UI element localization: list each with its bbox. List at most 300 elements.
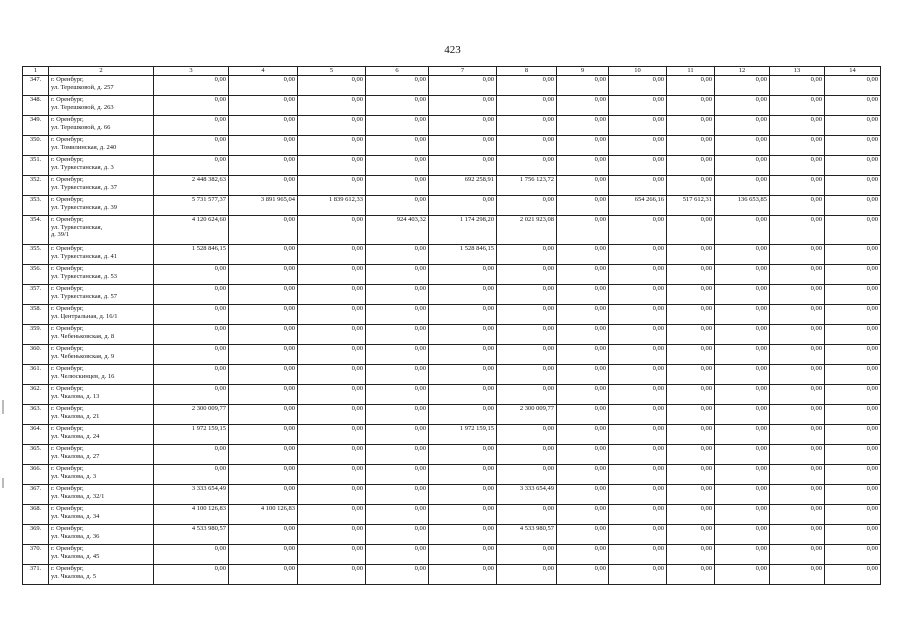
address-cell <box>49 465 154 485</box>
value-cell: 0,00 <box>609 136 667 156</box>
value-cell: 0,00 <box>298 265 366 285</box>
value-cell: 0,00 <box>298 156 366 176</box>
value-cell: 0,00 <box>497 196 557 216</box>
value-cell: 0,00 <box>557 96 609 116</box>
address-line: г. Оренбург, <box>51 345 84 352</box>
address-line: ул. Чебеньковская, д. 9 <box>51 352 115 360</box>
value-cell: 0,00 <box>154 465 229 485</box>
value-cell: 0,00 <box>667 445 715 465</box>
column-header: 7 <box>429 67 497 76</box>
value-cell: 0,00 <box>609 76 667 96</box>
value-cell: 0,00 <box>497 325 557 345</box>
value-cell: 0,00 <box>770 505 825 525</box>
value-cell: 0,00 <box>154 345 229 365</box>
row-number: 355. <box>23 245 49 265</box>
value-cell: 0,00 <box>154 96 229 116</box>
value-cell: 0,00 <box>770 136 825 156</box>
value-cell: 0,00 <box>715 345 770 365</box>
value-cell: 0,00 <box>229 545 298 565</box>
table-row <box>23 425 881 445</box>
page-number: 423 <box>444 44 461 56</box>
address-line: г. Оренбург, <box>51 525 84 532</box>
value-cell: 0,00 <box>429 405 497 425</box>
address-line: г. Оренбург, <box>51 325 84 332</box>
value-cell: 0,00 <box>770 116 825 136</box>
column-header: 13 <box>770 67 825 76</box>
value-cell: 0,00 <box>557 505 609 525</box>
value-cell: 0,00 <box>825 265 881 285</box>
value-cell: 0,00 <box>715 365 770 385</box>
address-line: г. Оренбург, <box>51 116 84 123</box>
value-cell: 0,00 <box>154 285 229 305</box>
value-cell: 0,00 <box>298 505 366 525</box>
value-cell: 0,00 <box>366 385 429 405</box>
value-cell: 0,00 <box>715 525 770 545</box>
value-cell: 0,00 <box>229 265 298 285</box>
row-number: 349. <box>23 116 49 136</box>
value-cell: 0,00 <box>429 265 497 285</box>
row-number: 363. <box>23 405 49 425</box>
value-cell: 0,00 <box>298 565 366 585</box>
address-cell <box>49 405 154 425</box>
value-cell: 0,00 <box>154 445 229 465</box>
value-cell: 0,00 <box>229 245 298 265</box>
value-cell: 0,00 <box>825 505 881 525</box>
table-header-row <box>23 67 881 76</box>
table-row <box>23 525 881 545</box>
value-cell: 0,00 <box>229 465 298 485</box>
address-line: г. Оренбург, <box>51 445 84 452</box>
address-line: г. Оренбург, <box>51 485 84 492</box>
value-cell: 0,00 <box>497 465 557 485</box>
value-cell: 0,00 <box>715 116 770 136</box>
value-cell: 0,00 <box>229 216 298 245</box>
value-cell: 0,00 <box>229 305 298 325</box>
value-cell: 0,00 <box>557 445 609 465</box>
address-line: ул. Чкалова, д. 24 <box>51 432 100 440</box>
address-line: г. Оренбург, <box>51 245 84 252</box>
value-cell: 0,00 <box>557 265 609 285</box>
value-cell: 0,00 <box>497 545 557 565</box>
value-cell: 0,00 <box>429 196 497 216</box>
value-cell: 0,00 <box>770 265 825 285</box>
value-cell: 0,00 <box>667 425 715 445</box>
address-cell <box>49 445 154 465</box>
value-cell: 0,00 <box>770 96 825 116</box>
table-row <box>23 325 881 345</box>
value-cell: 0,00 <box>229 76 298 96</box>
address-line: г. Оренбург, <box>51 216 84 223</box>
value-cell: 0,00 <box>667 485 715 505</box>
value-cell: 0,00 <box>609 565 667 585</box>
value-cell: 0,00 <box>557 385 609 405</box>
address-line: ул. Терешковой, д. 257 <box>51 83 114 91</box>
value-cell: 0,00 <box>298 365 366 385</box>
address-line: ул. Терешковой, д. 66 <box>51 123 111 131</box>
value-cell: 0,00 <box>609 465 667 485</box>
column-header: 5 <box>298 67 366 76</box>
address-line: г. Оренбург, <box>51 96 84 103</box>
value-cell: 0,00 <box>429 485 497 505</box>
value-cell: 0,00 <box>609 96 667 116</box>
value-cell: 0,00 <box>609 365 667 385</box>
address-cell <box>49 265 154 285</box>
value-cell: 4 100 126,83 <box>154 505 229 525</box>
value-cell: 0,00 <box>557 485 609 505</box>
value-cell: 0,00 <box>825 285 881 305</box>
value-cell: 0,00 <box>825 76 881 96</box>
value-cell: 0,00 <box>557 285 609 305</box>
value-cell: 0,00 <box>497 345 557 365</box>
value-cell: 0,00 <box>429 465 497 485</box>
value-cell: 0,00 <box>229 116 298 136</box>
value-cell: 1 756 123,72 <box>497 176 557 196</box>
scan-artifact <box>2 400 4 414</box>
value-cell: 0,00 <box>557 425 609 445</box>
value-cell: 0,00 <box>366 96 429 116</box>
value-cell: 0,00 <box>667 525 715 545</box>
table-row <box>23 465 881 485</box>
value-cell: 0,00 <box>609 545 667 565</box>
value-cell: 0,00 <box>298 465 366 485</box>
value-cell: 0,00 <box>770 285 825 305</box>
address-line: ул. Центральная, д. 16/1 <box>51 312 118 320</box>
value-cell: 0,00 <box>229 405 298 425</box>
table-row <box>23 245 881 265</box>
row-number: 364. <box>23 425 49 445</box>
value-cell: 3 333 654,49 <box>497 485 557 505</box>
value-cell: 0,00 <box>609 425 667 445</box>
value-cell: 0,00 <box>667 265 715 285</box>
value-cell: 1 174 298,20 <box>429 216 497 245</box>
value-cell: 0,00 <box>497 96 557 116</box>
value-cell: 4 100 126,83 <box>229 505 298 525</box>
value-cell: 0,00 <box>429 136 497 156</box>
value-cell: 0,00 <box>609 285 667 305</box>
value-cell: 0,00 <box>557 76 609 96</box>
address-line: г. Оренбург, <box>51 565 84 572</box>
value-cell: 0,00 <box>609 325 667 345</box>
value-cell: 0,00 <box>770 325 825 345</box>
value-cell: 0,00 <box>609 216 667 245</box>
table-row <box>23 485 881 505</box>
value-cell: 0,00 <box>825 485 881 505</box>
value-cell: 0,00 <box>715 465 770 485</box>
value-cell: 0,00 <box>497 156 557 176</box>
value-cell: 0,00 <box>429 505 497 525</box>
value-cell: 4 120 624,60 <box>154 216 229 245</box>
value-cell: 0,00 <box>366 245 429 265</box>
column-header: 1 <box>23 67 49 76</box>
value-cell: 0,00 <box>429 285 497 305</box>
value-cell: 0,00 <box>229 365 298 385</box>
value-cell: 0,00 <box>667 156 715 176</box>
value-cell: 0,00 <box>667 405 715 425</box>
value-cell: 0,00 <box>557 176 609 196</box>
row-number: 371. <box>23 565 49 585</box>
row-number: 366. <box>23 465 49 485</box>
value-cell: 0,00 <box>497 365 557 385</box>
value-cell: 0,00 <box>715 176 770 196</box>
value-cell: 0,00 <box>770 525 825 545</box>
value-cell: 0,00 <box>429 345 497 365</box>
value-cell: 0,00 <box>667 245 715 265</box>
value-cell: 0,00 <box>770 485 825 505</box>
value-cell: 0,00 <box>366 425 429 445</box>
column-header: 3 <box>154 67 229 76</box>
address-cell <box>49 485 154 505</box>
value-cell: 0,00 <box>154 565 229 585</box>
value-cell: 0,00 <box>609 305 667 325</box>
value-cell: 0,00 <box>667 325 715 345</box>
value-cell: 0,00 <box>715 565 770 585</box>
value-cell: 0,00 <box>366 265 429 285</box>
value-cell: 0,00 <box>557 196 609 216</box>
value-cell: 0,00 <box>609 485 667 505</box>
value-cell: 0,00 <box>429 305 497 325</box>
value-cell: 0,00 <box>154 305 229 325</box>
row-number: 348. <box>23 96 49 116</box>
value-cell: 0,00 <box>366 156 429 176</box>
value-cell: 0,00 <box>366 405 429 425</box>
column-header: 8 <box>497 67 557 76</box>
address-line: ул. Туркестанская, д. 53 <box>51 272 117 280</box>
row-number: 352. <box>23 176 49 196</box>
value-cell: 0,00 <box>667 305 715 325</box>
table-row <box>23 196 881 216</box>
value-cell: 0,00 <box>229 176 298 196</box>
row-number: 370. <box>23 545 49 565</box>
table-row <box>23 216 881 245</box>
value-cell: 0,00 <box>366 285 429 305</box>
value-cell: 136 653,85 <box>715 196 770 216</box>
row-number: 361. <box>23 365 49 385</box>
address-cell <box>49 505 154 525</box>
address-line: г. Оренбург, <box>51 505 84 512</box>
value-cell: 0,00 <box>825 345 881 365</box>
value-cell: 0,00 <box>366 565 429 585</box>
address-line: г. Оренбург, <box>51 156 84 163</box>
value-cell: 0,00 <box>770 385 825 405</box>
value-cell: 0,00 <box>229 445 298 465</box>
value-cell: 692 258,91 <box>429 176 497 196</box>
address-cell <box>49 565 154 585</box>
row-number: 357. <box>23 285 49 305</box>
value-cell: 0,00 <box>825 425 881 445</box>
address-line: ул. Чкалова, д. 45 <box>51 552 100 560</box>
value-cell: 0,00 <box>429 76 497 96</box>
value-cell: 4 533 980,57 <box>154 525 229 545</box>
value-cell: 0,00 <box>366 365 429 385</box>
address-cell <box>49 176 154 196</box>
value-cell: 0,00 <box>298 116 366 136</box>
value-cell: 0,00 <box>429 325 497 345</box>
address-cell <box>49 196 154 216</box>
value-cell: 0,00 <box>298 176 366 196</box>
value-cell: 0,00 <box>497 565 557 585</box>
value-cell: 0,00 <box>770 365 825 385</box>
value-cell: 0,00 <box>715 265 770 285</box>
value-cell: 0,00 <box>609 176 667 196</box>
value-cell: 0,00 <box>609 345 667 365</box>
address-line: г. Оренбург, <box>51 365 84 372</box>
address-line: ул. Чкалова, д. 36 <box>51 532 100 540</box>
value-cell: 0,00 <box>154 76 229 96</box>
address-cell <box>49 76 154 96</box>
row-number: 358. <box>23 305 49 325</box>
address-cell <box>49 385 154 405</box>
value-cell: 0,00 <box>667 285 715 305</box>
address-line: ул. Чкалова, д. 27 <box>51 452 100 460</box>
value-cell: 0,00 <box>497 305 557 325</box>
value-cell: 0,00 <box>770 425 825 445</box>
value-cell: 0,00 <box>429 525 497 545</box>
value-cell: 0,00 <box>770 176 825 196</box>
address-line: г. Оренбург, <box>51 465 84 472</box>
address-line: ул. Чкалова, д. 13 <box>51 392 100 400</box>
value-cell: 0,00 <box>229 345 298 365</box>
value-cell: 0,00 <box>715 76 770 96</box>
value-cell: 0,00 <box>609 505 667 525</box>
value-cell: 0,00 <box>497 265 557 285</box>
value-cell: 0,00 <box>557 525 609 545</box>
table-row <box>23 156 881 176</box>
value-cell: 1 972 159,15 <box>154 425 229 445</box>
row-number: 354. <box>23 216 49 245</box>
value-cell: 0,00 <box>366 305 429 325</box>
column-header: 14 <box>825 67 881 76</box>
value-cell: 0,00 <box>770 465 825 485</box>
value-cell: 0,00 <box>770 565 825 585</box>
value-cell: 0,00 <box>557 565 609 585</box>
value-cell: 0,00 <box>770 156 825 176</box>
value-cell: 0,00 <box>667 505 715 525</box>
value-cell: 0,00 <box>557 116 609 136</box>
row-number: 369. <box>23 525 49 545</box>
value-cell: 0,00 <box>667 385 715 405</box>
value-cell: 0,00 <box>825 305 881 325</box>
value-cell: 0,00 <box>667 565 715 585</box>
address-line: д. 39/1 <box>51 231 70 238</box>
value-cell: 0,00 <box>825 216 881 245</box>
value-cell: 0,00 <box>229 156 298 176</box>
value-cell: 0,00 <box>298 245 366 265</box>
row-number: 353. <box>23 196 49 216</box>
value-cell: 0,00 <box>298 96 366 116</box>
address-cell <box>49 245 154 265</box>
value-cell: 0,00 <box>229 136 298 156</box>
table-row <box>23 345 881 365</box>
value-cell: 1 528 846,15 <box>429 245 497 265</box>
value-cell: 0,00 <box>609 156 667 176</box>
value-cell: 0,00 <box>366 176 429 196</box>
value-cell: 0,00 <box>825 245 881 265</box>
value-cell: 0,00 <box>825 405 881 425</box>
value-cell: 0,00 <box>609 445 667 465</box>
value-cell: 3 333 654,49 <box>154 485 229 505</box>
row-number: 360. <box>23 345 49 365</box>
value-cell: 0,00 <box>715 385 770 405</box>
value-cell: 0,00 <box>715 305 770 325</box>
address-line: ул. Чкалова, д. 21 <box>51 412 100 420</box>
value-cell: 0,00 <box>298 545 366 565</box>
value-cell: 0,00 <box>229 285 298 305</box>
value-cell: 0,00 <box>715 245 770 265</box>
value-cell: 0,00 <box>825 525 881 545</box>
value-cell: 0,00 <box>609 385 667 405</box>
value-cell: 517 612,31 <box>667 196 715 216</box>
table-row <box>23 405 881 425</box>
value-cell: 0,00 <box>770 405 825 425</box>
value-cell: 0,00 <box>715 425 770 445</box>
row-number: 347. <box>23 76 49 96</box>
value-cell: 0,00 <box>667 345 715 365</box>
value-cell: 0,00 <box>154 265 229 285</box>
value-cell: 0,00 <box>609 265 667 285</box>
value-cell: 0,00 <box>298 525 366 545</box>
table-row <box>23 305 881 325</box>
value-cell: 0,00 <box>429 365 497 385</box>
value-cell: 0,00 <box>825 365 881 385</box>
value-cell: 0,00 <box>825 385 881 405</box>
value-cell: 0,00 <box>667 76 715 96</box>
value-cell: 0,00 <box>366 345 429 365</box>
value-cell: 0,00 <box>298 425 366 445</box>
value-cell: 0,00 <box>298 76 366 96</box>
address-cell <box>49 216 154 245</box>
value-cell: 0,00 <box>366 445 429 465</box>
address-line: ул. Туркестанская, <box>51 223 103 231</box>
value-cell: 0,00 <box>667 365 715 385</box>
value-cell: 4 533 980,57 <box>497 525 557 545</box>
column-header: 11 <box>667 67 715 76</box>
value-cell: 0,00 <box>770 216 825 245</box>
address-line: ул. Чкалова, д. 3 <box>51 472 97 480</box>
table-row <box>23 96 881 116</box>
value-cell: 2 300 009,77 <box>154 405 229 425</box>
address-line: г. Оренбург, <box>51 385 84 392</box>
value-cell: 0,00 <box>154 156 229 176</box>
value-cell: 0,00 <box>770 545 825 565</box>
value-cell: 654 266,16 <box>609 196 667 216</box>
table-row <box>23 285 881 305</box>
address-line: ул. Томилинская, д. 240 <box>51 143 117 151</box>
value-cell: 0,00 <box>715 216 770 245</box>
table-row <box>23 365 881 385</box>
register-table <box>22 66 881 585</box>
value-cell: 0,00 <box>715 405 770 425</box>
value-cell: 0,00 <box>715 445 770 465</box>
value-cell: 0,00 <box>154 136 229 156</box>
value-cell: 0,00 <box>298 385 366 405</box>
value-cell: 0,00 <box>154 116 229 136</box>
address-line: г. Оренбург, <box>51 196 84 203</box>
column-header: 4 <box>229 67 298 76</box>
value-cell: 0,00 <box>366 485 429 505</box>
column-header: 10 <box>609 67 667 76</box>
value-cell: 0,00 <box>557 136 609 156</box>
value-cell: 0,00 <box>825 445 881 465</box>
address-cell <box>49 325 154 345</box>
address-line: ул. Чебеньковская, д. 8 <box>51 332 115 340</box>
value-cell: 0,00 <box>366 505 429 525</box>
address-cell <box>49 116 154 136</box>
value-cell: 0,00 <box>667 176 715 196</box>
value-cell: 3 891 965,04 <box>229 196 298 216</box>
row-number: 362. <box>23 385 49 405</box>
table-row <box>23 116 881 136</box>
address-line: ул. Туркестанская, д. 37 <box>51 183 117 191</box>
